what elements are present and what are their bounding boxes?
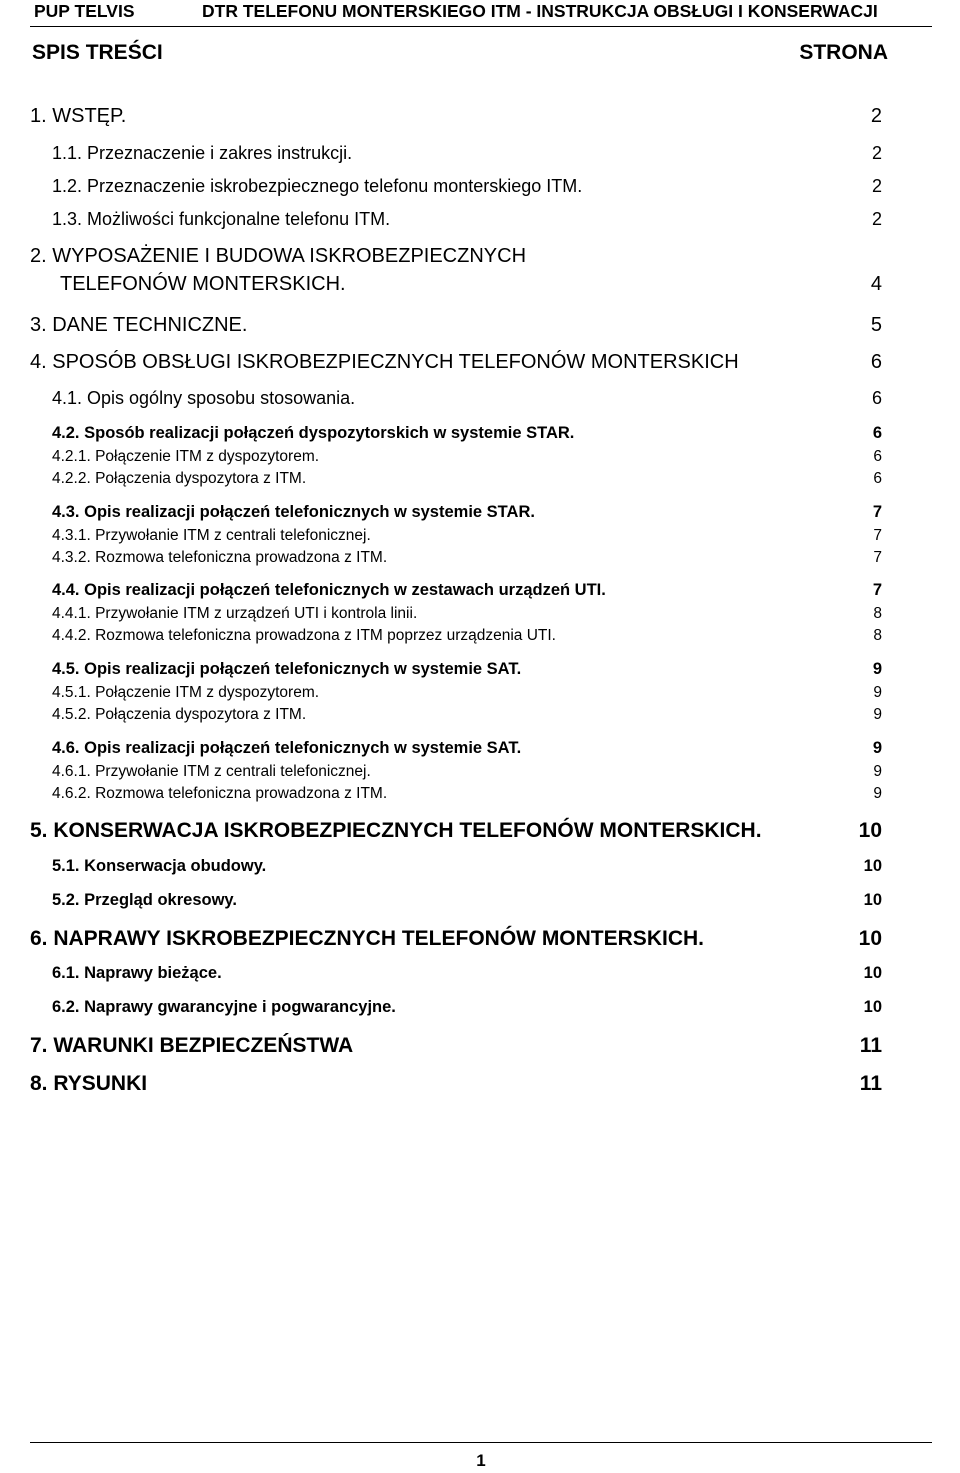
toc-entry-text: 4.5. Opis realizacji połączeń telefonicznych w systemie SAT. bbox=[52, 660, 522, 678]
page-number: 1 bbox=[476, 1451, 486, 1470]
toc-entry bbox=[52, 660, 882, 682]
toc-entry-text: 4.6.2. Rozmowa telefoniczna prowadzona z ITM. bbox=[52, 785, 388, 802]
toc-entry-page: 5 bbox=[870, 314, 882, 336]
toc-entry-text: 5. KONSERWACJA ISKROBEZPIECZNYCH TELEFONÓW MONTERSKICH. bbox=[30, 819, 762, 842]
toc-entry-text: 1. WSTĘP. bbox=[30, 105, 127, 127]
toc-entry-text: 1.1. Przeznaczenie i zakres instrukcji. bbox=[52, 143, 353, 163]
toc-entry-page: 10 bbox=[858, 927, 882, 950]
toc-entry bbox=[30, 927, 882, 949]
toc-entry bbox=[30, 351, 882, 373]
toc-entry-text: 4.6.1. Przywołanie ITM z centrali telefonicznej. bbox=[52, 763, 371, 780]
toc-entry-text: 6.1. Naprawy bieżące. bbox=[52, 964, 222, 982]
toc-entry bbox=[30, 819, 882, 841]
toc-entry bbox=[52, 891, 882, 913]
toc-entry-text: 4.5.1. Połączenie ITM z dyspozytorem. bbox=[52, 684, 320, 701]
toc-entry-page: 6 bbox=[873, 470, 882, 487]
toc-entry bbox=[52, 964, 882, 986]
toc-entry bbox=[52, 549, 882, 571]
toc-entry-text: TELEFONÓW MONTERSKICH. bbox=[60, 273, 346, 295]
toc-entry-page: 4 bbox=[870, 273, 882, 295]
toc-entry-text: 6. NAPRAWY ISKROBEZPIECZNYCH TELEFONÓW MONTERSKICH. bbox=[30, 927, 704, 950]
toc-entry-text: 4.2. Sposób realizacji połączeń dyspozytorskich w systemie STAR. bbox=[52, 424, 575, 442]
toc-entry-text: 4.3.2. Rozmowa telefoniczna prowadzona z ITM. bbox=[52, 549, 388, 566]
toc-entry-text: 3. DANE TECHNICZNE. bbox=[30, 314, 248, 336]
toc-entry-page: 10 bbox=[858, 819, 882, 842]
toc-entry-page: 6 bbox=[873, 448, 882, 465]
toc-entry-text: 1.3. Możliwości funkcjonalne telefonu ITM. bbox=[52, 209, 391, 229]
toc-entry-page: 2 bbox=[870, 105, 882, 127]
toc-entry bbox=[52, 684, 882, 706]
toc-entry-page: 7 bbox=[872, 581, 882, 599]
toc-entry-text: 4.3. Opis realizacji połączeń telefonicznych w systemie STAR. bbox=[52, 503, 535, 521]
toc-entry-page: 10 bbox=[863, 891, 882, 909]
toc-entry-page: 9 bbox=[873, 706, 882, 723]
toc-entry-text: 8. RYSUNKI bbox=[30, 1072, 148, 1095]
toc-entry-page: 10 bbox=[863, 964, 882, 982]
toc-entry bbox=[52, 503, 882, 525]
toc-entry-page: 2 bbox=[871, 143, 882, 163]
toc-entry-text: 4.2.1. Połączenie ITM z dyspozytorem. bbox=[52, 448, 320, 465]
toc-entry-page: 2 bbox=[871, 209, 882, 229]
toc-entry bbox=[52, 176, 882, 198]
header-company: PUP TELVIS bbox=[34, 1, 135, 21]
toc-entry-text: 4.6. Opis realizacji połączeń telefonicznych w systemie SAT. bbox=[52, 739, 522, 757]
toc-heading bbox=[30, 41, 888, 67]
toc-entry bbox=[52, 739, 882, 761]
toc-entry-page: 9 bbox=[873, 684, 882, 701]
toc-entry-page: 6 bbox=[870, 351, 882, 373]
page-footer bbox=[30, 1442, 932, 1473]
toc-entry bbox=[30, 245, 882, 267]
toc-entry bbox=[52, 706, 882, 728]
toc-entry-page: 8 bbox=[873, 627, 882, 644]
toc-entry bbox=[52, 605, 882, 627]
toc-entry-page: 10 bbox=[863, 857, 882, 875]
toc-entry-text: 2. WYPOSAŻENIE I BUDOWA ISKROBEZPIECZNYCH bbox=[30, 245, 527, 267]
toc-entry-page: 7 bbox=[873, 549, 882, 566]
toc-entry bbox=[52, 470, 882, 492]
toc-entry-text: 5.2. Przegląd okresowy. bbox=[52, 891, 237, 909]
toc-entry-page: 6 bbox=[871, 388, 882, 408]
toc-entry-page: 2 bbox=[871, 176, 882, 196]
toc-entry bbox=[52, 998, 882, 1020]
toc-entry bbox=[52, 424, 882, 446]
toc-entry bbox=[52, 388, 882, 410]
toc-entry-page: 7 bbox=[872, 503, 882, 521]
toc-entry-page: 10 bbox=[863, 998, 882, 1016]
toc-entry-text: 1.2. Przeznaczenie iskrobezpiecznego telefonu monterskiego ITM. bbox=[52, 176, 583, 196]
toc-entry bbox=[52, 527, 882, 549]
toc-entry bbox=[52, 627, 882, 649]
toc-entry-text: 4.1. Opis ogólny sposobu stosowania. bbox=[52, 388, 356, 408]
toc-entry bbox=[52, 785, 882, 807]
toc-entry bbox=[30, 105, 882, 127]
toc-entry bbox=[52, 448, 882, 470]
toc-entry bbox=[30, 1034, 882, 1056]
toc-entry bbox=[52, 209, 882, 231]
toc-entry-text: 4.4.1. Przywołanie ITM z urządzeń UTI i kontrola linii. bbox=[52, 605, 418, 622]
toc-entry-text: 4.4. Opis realizacji połączeń telefonicznych w zestawach urządzeń UTI. bbox=[52, 581, 606, 599]
toc-page-column-label: STRONA bbox=[799, 41, 888, 64]
toc-entry-page: 9 bbox=[872, 660, 882, 678]
toc-entry-text: 6.2. Naprawy gwarancyjne i pogwarancyjne. bbox=[52, 998, 396, 1016]
toc-entry bbox=[52, 143, 882, 165]
toc-entry-text: 4.3.1. Przywołanie ITM z centrali telefonicznej. bbox=[52, 527, 371, 544]
toc-entry-page: 11 bbox=[859, 1072, 882, 1095]
toc-entry bbox=[52, 857, 882, 879]
toc-entry-text: 7. WARUNKI BEZPIECZEŃSTWA bbox=[30, 1034, 354, 1057]
header-title: DTR TELEFONU MONTERSKIEGO ITM - INSTRUKCJA OBSŁUGI I KONSERWACJI bbox=[202, 1, 878, 21]
toc-entry-page: 9 bbox=[873, 785, 882, 802]
toc-entry-page: 6 bbox=[872, 424, 882, 442]
toc-entry-page: 7 bbox=[873, 527, 882, 544]
page-header bbox=[30, 0, 932, 27]
toc-entry bbox=[52, 581, 882, 603]
toc-entry bbox=[30, 314, 882, 336]
toc-entry-page: 9 bbox=[872, 739, 882, 757]
toc-entry bbox=[60, 273, 882, 295]
toc-title: SPIS TREŚCI bbox=[32, 41, 163, 64]
toc-entry-page: 9 bbox=[873, 763, 882, 780]
toc-entry-text: 4.4.2. Rozmowa telefoniczna prowadzona z ITM poprzez urządzenia UTI. bbox=[52, 627, 556, 644]
toc-entry-text: 4.2.2. Połączenia dyspozytora z ITM. bbox=[52, 470, 307, 487]
toc-entry-page: 11 bbox=[859, 1034, 882, 1057]
toc-entry-page: 8 bbox=[873, 605, 882, 622]
toc-entry-text: 4. SPOSÓB OBSŁUGI ISKROBEZPIECZNYCH TELEFONÓW MONTERSKICH bbox=[30, 351, 739, 373]
toc-entry bbox=[52, 763, 882, 785]
toc-entry-text: 5.1. Konserwacja obudowy. bbox=[52, 857, 267, 875]
toc-entry bbox=[30, 1072, 882, 1094]
toc-entry-text: 4.5.2. Połączenia dyspozytora z ITM. bbox=[52, 706, 307, 723]
